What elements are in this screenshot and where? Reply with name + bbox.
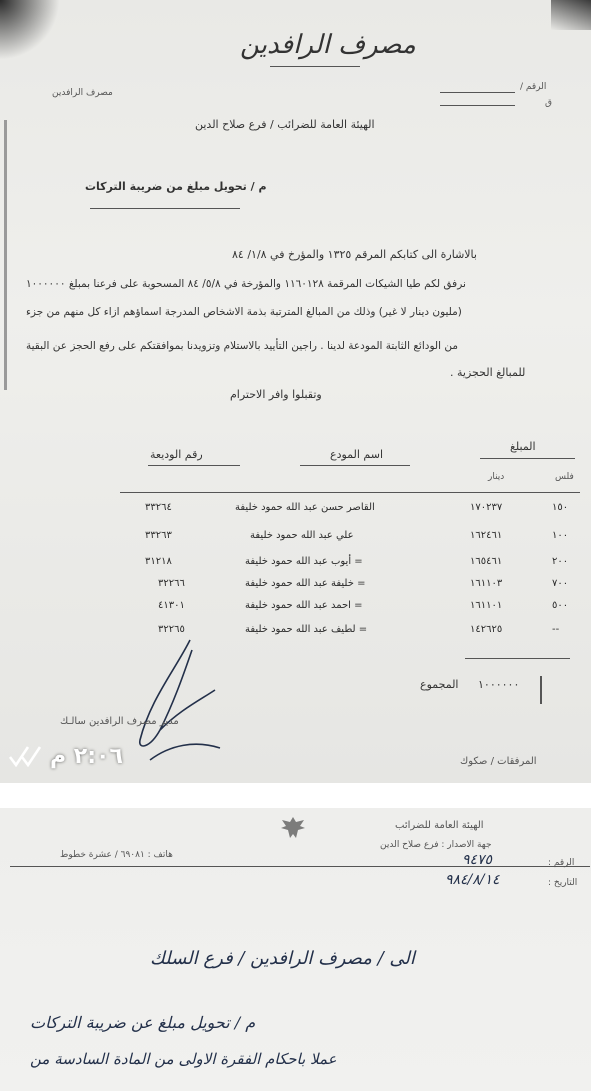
header-depositor: اسم المودع bbox=[330, 448, 384, 461]
cell-name: = خليفة عبد الله حمود خليفة bbox=[245, 578, 366, 589]
shadow-corner-right bbox=[551, 0, 591, 30]
cell-dinar: ١٦١١٠١ bbox=[470, 600, 503, 611]
top-left-note: مصرف الرافدين bbox=[52, 88, 113, 98]
addressee: الهيئة العامة للضرائب / فرع صلاح الدين bbox=[195, 118, 375, 131]
number-label: الرقم : bbox=[548, 858, 575, 868]
org-name: الهيئة العامة للضرائب bbox=[395, 820, 484, 831]
paragraph-5: للمبالغ الحجزية . bbox=[450, 366, 526, 379]
cell-fils: ٥٠٠ bbox=[552, 600, 569, 611]
cell-name: = احمد عبد الله حمود خليفة bbox=[245, 600, 363, 611]
date-value: ٩٨٤/٨/١٤ bbox=[445, 872, 500, 888]
addressee: الى / مصرف الرافدين / فرع السلك bbox=[150, 948, 415, 969]
document-page-2 bbox=[0, 808, 591, 1091]
date-label: التاريخ : bbox=[548, 878, 578, 888]
scroll-edge bbox=[4, 120, 7, 390]
cell-name: علي عبد الله حمود خليفة bbox=[250, 530, 354, 541]
total-value: ١٠٠٠٠٠٠ bbox=[478, 678, 520, 691]
table-row bbox=[40, 556, 580, 574]
cell-dinar: ١٤٢٦٢٥ bbox=[470, 624, 503, 635]
subject-line: م / تحويل مبلغ عن ضريبة التركات bbox=[30, 1013, 256, 1032]
paragraph-4: من الودائع الثابتة المودعة لدينا . راجين التأييد بالاستلام وتزويدنا بموافقتكم على رفع الحجز عن البقية bbox=[26, 340, 458, 352]
signature bbox=[120, 630, 230, 770]
shadow-corner bbox=[0, 0, 60, 60]
table-row bbox=[40, 530, 580, 548]
header-rule bbox=[10, 866, 590, 867]
table-top-rule bbox=[120, 492, 580, 493]
cell-name: = لطيف عبد الله حمود خليفة bbox=[245, 624, 368, 635]
page-gap bbox=[0, 783, 591, 808]
number-value: ٩٤٧٥ bbox=[462, 852, 493, 868]
cell-fils: ١٠٠ bbox=[552, 530, 569, 541]
ref-extra-label: ق bbox=[545, 98, 552, 108]
subject-underline bbox=[90, 208, 240, 209]
paragraph-1: بالاشارة الى كتابكم المرقم ١٣٢٥ والمؤرخ في ١/٨/ ٨٤ bbox=[232, 248, 477, 261]
eagle-emblem-icon bbox=[278, 814, 308, 842]
amount-header-underline bbox=[480, 458, 575, 459]
subject-line: م / تحويل مبلغ من ضريبة التركات bbox=[85, 180, 267, 193]
cell-deposit: ٣١٢١٨ bbox=[145, 556, 172, 567]
deposit-header-underline bbox=[148, 465, 240, 466]
timestamp-overlay bbox=[8, 738, 123, 774]
timestamp-text: ٢:٠٦ م bbox=[50, 743, 123, 769]
cell-dinar: ١٦٥٤٦١ bbox=[470, 556, 503, 567]
cell-deposit: ٣٣٢٦٤ bbox=[145, 502, 172, 513]
total-mark bbox=[540, 676, 542, 704]
ref-line-1 bbox=[440, 92, 515, 93]
cell-fils: ١٥٠ bbox=[552, 502, 569, 513]
bank-title: مصرف الرافدين bbox=[240, 30, 416, 60]
paragraph-3: (مليون دينار لا غير) وذلك من المبالغ المترتبة بذمة الاشخاص المدرجة اسماؤهم ازاء كل منهم من جزء bbox=[26, 306, 462, 318]
signer-title: مدير مصرف الرافدين سالـك bbox=[60, 716, 179, 727]
table-row bbox=[40, 578, 580, 596]
header-dinar: دينار bbox=[488, 472, 505, 482]
ref-line-2 bbox=[440, 105, 515, 106]
table-row bbox=[40, 502, 580, 520]
header-fils: فلس bbox=[555, 472, 574, 482]
ref-number-label: الرقم / bbox=[520, 82, 547, 92]
issuer-branch: جهة الاصدار : فرع صلاح الدين bbox=[380, 840, 492, 850]
title-underline bbox=[270, 66, 360, 67]
cell-deposit: ٤١٣٠١ bbox=[158, 600, 185, 611]
cell-deposit: ٣٢٢٦٦ bbox=[158, 578, 185, 589]
cell-fils: ٢٠٠ bbox=[552, 556, 569, 567]
attachments-note: المرفقات / صكوك bbox=[460, 756, 537, 767]
cell-dinar: ١٦١١٠٣ bbox=[470, 578, 503, 589]
phone-line: هاتف : ٦٩٠٨١ / عشرة خطوط bbox=[60, 850, 173, 860]
cell-fils: -- bbox=[552, 624, 560, 635]
cell-name: القاصر حسن عبد الله حمود خليفة bbox=[235, 502, 375, 513]
cell-fils: ٧٠٠ bbox=[552, 578, 569, 589]
cell-dinar: ١٦٢٤٦١ bbox=[470, 530, 503, 541]
header-deposit-no: رقم الوديعة bbox=[150, 448, 203, 461]
paragraph-2: نرفق لكم طيا الشيكات المرقمة ١١٦٠١٢٨ والمؤرخة في ٥/٨/ ٨٤ المسحوبة على فرعنا بمبلغ ١٠٠٠٠٠٠ bbox=[26, 278, 466, 290]
table-row bbox=[40, 600, 580, 618]
cell-deposit: ٣٣٢٦٣ bbox=[145, 530, 172, 541]
body-line: عملا باحكام الفقرة الاولى من المادة السادسة من bbox=[30, 1050, 337, 1068]
cell-deposit: ٣٢٢٦٥ bbox=[158, 624, 185, 635]
double-check-icon bbox=[8, 745, 42, 767]
total-label: المجموع bbox=[420, 678, 459, 691]
cell-name: = أيوب عبد الله حمود خليفة bbox=[245, 556, 363, 567]
header-amount: المبلغ bbox=[510, 440, 536, 453]
closing-line: وتقبلوا وافر الاحترام bbox=[230, 388, 322, 401]
total-rule bbox=[465, 658, 570, 659]
cell-dinar: ١٧٠٢٣٧ bbox=[470, 502, 503, 513]
depositor-header-underline bbox=[300, 465, 410, 466]
